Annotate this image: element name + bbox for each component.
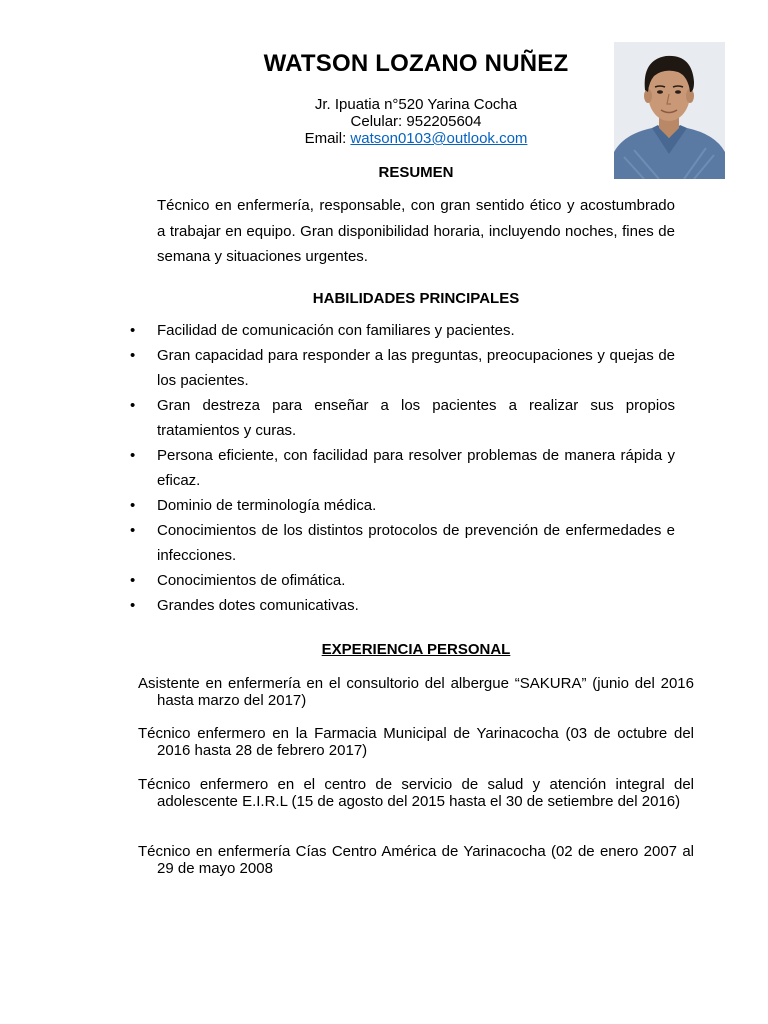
list-item: [130, 593, 675, 618]
skill-text: Persona eficiente, con facilidad para resolver problemas de manera rápida y eficaz.: [157, 447, 675, 489]
experience-item: Técnico enfermero en la Farmacia Municipal de Yarinacocha (03 de octubre del 2016 hasta 28 de febrero 2017): [138, 725, 694, 759]
phone-line: Celular: 952205604: [350, 113, 482, 130]
experience-heading: [138, 641, 694, 658]
skill-text: Gran destreza para enseñar a los pacientes a realizar sus propios tratamientos y curas.: [157, 397, 675, 439]
skill-text: Conocimientos de ofimática.: [157, 572, 346, 589]
skill-text: Dominio de terminología médica.: [157, 497, 377, 514]
email-link[interactable]: watson0103@outlook.com: [350, 130, 528, 147]
contact-block: [236, 96, 596, 147]
list-item: [130, 568, 675, 593]
bullet-icon: •: [130, 347, 136, 364]
list-item: [130, 318, 675, 343]
bullet-icon: •: [130, 597, 136, 614]
list-item: [130, 493, 675, 518]
list-item: [130, 518, 675, 568]
skills-heading: HABILIDADES PRINCIPALES: [312, 290, 520, 307]
list-item: [130, 393, 675, 443]
profile-photo: [614, 42, 725, 179]
skills-list: [130, 318, 675, 618]
bullet-icon: •: [130, 572, 136, 589]
list-item: [130, 443, 675, 493]
candidate-name: WATSON LOZANO NUÑEZ: [263, 50, 569, 77]
bullet-icon: •: [130, 322, 136, 339]
experience-item: Técnico enfermero en el centro de servicio de salud y atención integral del adolescente E.I.R.L (15 de agosto del 2015 hasta el 30 de setiembre del 2016): [138, 776, 694, 810]
bullet-icon: •: [130, 397, 136, 414]
experience-item: Asistente en enfermería en el consultorio del albergue “SAKURA” (junio del 2016 hasta marzo del 2017): [138, 675, 694, 709]
address-line: Jr. Ipuatia n°520 Yarina Cocha: [314, 96, 518, 113]
skill-text: Grandes dotes comunicativas.: [157, 597, 359, 614]
email-line: [236, 130, 596, 147]
summary-heading: RESUMEN: [378, 164, 454, 181]
bullet-icon: •: [130, 497, 136, 514]
email-label: Email:: [304, 130, 351, 147]
skill-text: Facilidad de comunicación con familiares y pacientes.: [157, 322, 515, 339]
bullet-icon: •: [130, 522, 136, 539]
skill-text: Gran capacidad para responder a las preguntas, preocupaciones y quejas de los pacientes.: [157, 347, 675, 389]
experience-item: Técnico en enfermería Cías Centro América de Yarinacocha (02 de enero 2007 al 29 de mayo 2008: [138, 843, 694, 877]
skill-text: Conocimientos de los distintos protocolos de prevención de enfermedades e infecciones.: [157, 522, 675, 564]
summary-text: Técnico en enfermería, responsable, con gran sentido ético y acostumbrado a trabajar en equipo. Gran disponibilidad horaria, incluyendo noches, fines de semana y situaciones urgentes.: [157, 197, 675, 265]
experience-heading-text: EXPERIENCIA PERSONAL: [321, 641, 511, 658]
list-item: [130, 343, 675, 393]
bullet-icon: •: [130, 447, 136, 464]
